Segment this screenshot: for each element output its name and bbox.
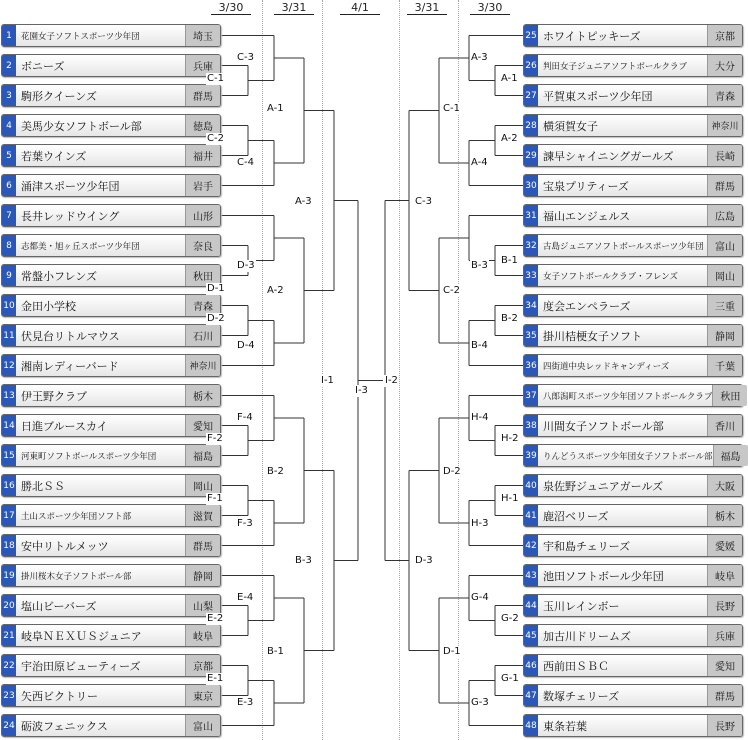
prefecture: 岩手: [185, 175, 220, 196]
prefecture: 群馬: [185, 535, 220, 556]
team-entry: [1, 594, 221, 617]
team-name: 日進ブルースカイ: [21, 419, 108, 433]
match-label: G-1: [501, 673, 519, 684]
prefecture: 福島: [185, 445, 220, 466]
team-name: 女子ソフトボールクラブ・フレンズ: [543, 271, 678, 282]
team-entry: [1, 114, 221, 137]
seed-number: 28: [524, 115, 538, 136]
team-entry: [1, 714, 221, 737]
match-label: B-3: [471, 260, 488, 271]
prefecture: 長野: [707, 715, 742, 736]
seed-number: 35: [524, 325, 538, 346]
seed-number: 24: [2, 715, 16, 736]
seed-number: 22: [2, 655, 16, 676]
match-label: D-2: [207, 313, 225, 324]
seed-number: 41: [524, 505, 538, 526]
seed-number: 8: [2, 235, 16, 256]
team-entry: [523, 234, 743, 257]
seed-number: 42: [524, 535, 538, 556]
team-entry: [523, 654, 743, 677]
seed-number: 13: [2, 385, 16, 406]
seed-number: 40: [524, 475, 538, 496]
team-name: 四街道中央レッドキャンディーズ: [543, 361, 670, 372]
date-right-round1: 3/30: [470, 2, 510, 15]
team-entry: [1, 654, 221, 677]
date-right-round2: 3/31: [407, 2, 447, 15]
seed-number: 47: [524, 685, 538, 706]
team-entry: [523, 624, 743, 647]
seed-number: 29: [524, 145, 538, 166]
match-label: D-1: [207, 283, 225, 294]
team-entry: [523, 84, 743, 107]
team-name: 度会エンペラーズ: [543, 299, 631, 313]
match-label: C-4: [237, 157, 254, 168]
seed-number: 12: [2, 355, 16, 376]
team-entry: [1, 84, 221, 107]
team-entry: [523, 594, 743, 617]
team-name: 駒形クイーンズ: [21, 89, 97, 103]
team-name: 長井レッドウイング: [21, 209, 120, 223]
match-label: G-2: [501, 613, 519, 624]
seed-number: 45: [524, 625, 538, 646]
match-label: D-2: [443, 466, 461, 477]
team-entry: [1, 474, 221, 497]
seed-number: 11: [2, 325, 16, 346]
match-label: C-2: [443, 285, 460, 296]
team-entry: [1, 564, 221, 587]
prefecture: 福井: [185, 145, 220, 166]
team-entry: [1, 144, 221, 167]
prefecture: 滋賀: [185, 505, 220, 526]
match-label: A-2: [501, 133, 518, 144]
team-entry: [1, 504, 221, 527]
seed-number: 20: [2, 595, 16, 616]
prefecture: 秋田: [185, 265, 220, 286]
prefecture: 千葉: [707, 355, 742, 376]
team-entry: [523, 204, 743, 227]
seed-number: 31: [524, 205, 538, 226]
team-name: 河東町ソフトボールスポーツ少年団: [21, 451, 157, 462]
prefecture: 徳島: [185, 115, 220, 136]
prefecture: 愛媛: [707, 535, 742, 556]
prefecture: 秋田: [712, 385, 747, 406]
team-name: 湘南レディーバード: [21, 359, 119, 373]
prefecture: 富山: [707, 235, 742, 256]
team-name: 川間女子ソフトボール部: [543, 419, 664, 433]
prefecture: 青森: [707, 85, 742, 106]
match-label: E-3: [237, 697, 254, 708]
team-entry: [523, 564, 743, 587]
team-entry: [523, 474, 743, 497]
match-label: B-1: [501, 255, 518, 266]
prefecture: 兵庫: [707, 625, 742, 646]
prefecture: 京都: [707, 25, 742, 46]
team-name: 諫早シャイニングガールズ: [543, 149, 674, 163]
seed-number: 3: [2, 85, 16, 106]
prefecture: 神奈川: [185, 355, 220, 376]
match-label: E-2: [207, 613, 224, 624]
prefecture: 群馬: [707, 175, 742, 196]
team-name: 数塚チェリーズ: [543, 689, 620, 703]
match-label: A-1: [501, 73, 518, 84]
match-label: F-2: [207, 433, 223, 444]
match-label: H-4: [471, 412, 489, 423]
team-entry: [523, 384, 743, 407]
match-label: B-2: [267, 466, 284, 477]
team-entry: [1, 234, 221, 257]
match-label: F-1: [207, 493, 223, 504]
team-entry: [1, 54, 221, 77]
match-label: A-3: [471, 52, 488, 63]
seed-number: 15: [2, 445, 16, 466]
team-entry: [523, 54, 743, 77]
team-name: 泉佐野ジュニアガールズ: [543, 479, 664, 493]
team-name: 美馬少女ソフトボール部: [21, 119, 142, 133]
match-label: E-4: [237, 592, 254, 603]
prefecture: 兵庫: [185, 55, 220, 76]
match-label: I-3: [355, 385, 368, 396]
seed-number: 17: [2, 505, 16, 526]
team-name: 八郎潟町スポーツ少年団ソフトボールクラブ: [543, 391, 713, 402]
prefecture: 青森: [185, 295, 220, 316]
prefecture: 愛知: [185, 415, 220, 436]
seed-number: 18: [2, 535, 16, 556]
match-label: D-1: [443, 646, 461, 657]
prefecture: 栃木: [185, 385, 220, 406]
team-name: ホワイトピッキーズ: [543, 29, 641, 43]
prefecture: 大阪: [707, 475, 742, 496]
team-name: 宇和島チェリーズ: [543, 539, 631, 553]
match-label: A-2: [267, 285, 284, 296]
team-name: 池田ソフトボール少年団: [543, 569, 664, 583]
match-label: A-3: [295, 196, 312, 207]
match-label: C-3: [237, 52, 254, 63]
team-entry: [523, 714, 743, 737]
prefecture: 広島: [707, 205, 742, 226]
seed-number: 39: [524, 445, 538, 466]
team-entry: [1, 624, 221, 647]
team-entry: [523, 684, 743, 707]
seed-number: 6: [2, 175, 16, 196]
team-entry: [523, 144, 743, 167]
prefecture: 岐阜: [185, 625, 220, 646]
date-left-round1: 3/30: [211, 2, 251, 15]
match-label: D-3: [415, 555, 433, 566]
prefecture: 奈良: [185, 235, 220, 256]
team-entry: [523, 294, 743, 317]
team-name: 掛川桔梗女子ソフト: [543, 329, 642, 343]
team-entry: [1, 444, 221, 467]
match-label: B-3: [295, 555, 312, 566]
match-label: B-4: [471, 340, 488, 351]
team-entry: [523, 24, 743, 47]
seed-number: 1: [2, 25, 16, 46]
match-label: C-3: [415, 196, 432, 207]
team-name: 判田女子ジュニアソフトボールクラブ: [543, 61, 687, 72]
seed-number: 19: [2, 565, 16, 586]
prefecture: 石川: [185, 325, 220, 346]
team-name: りんどうスポーツ少年団女子ソフトボール部: [543, 451, 713, 462]
team-name: 砺波フェニックス: [21, 719, 108, 733]
seed-number: 48: [524, 715, 538, 736]
seed-number: 34: [524, 295, 538, 316]
seed-number: 14: [2, 415, 16, 436]
seed-number: 7: [2, 205, 16, 226]
team-entry: [523, 534, 743, 557]
team-entry: [1, 534, 221, 557]
match-label: A-4: [471, 157, 488, 168]
team-entry: [1, 324, 221, 347]
team-entry: [523, 174, 743, 197]
team-name: 涌津スポーツ少年団: [21, 179, 120, 193]
team-name: 土山スポーツ少年団ソフト部: [21, 511, 132, 522]
team-name: 平賀東スポーツ少年団: [543, 89, 653, 103]
prefecture: 福島: [713, 445, 748, 466]
team-entry: [1, 174, 221, 197]
seed-number: 21: [2, 625, 16, 646]
prefecture: 岡山: [185, 475, 220, 496]
seed-number: 36: [524, 355, 538, 376]
team-entry: [1, 204, 221, 227]
team-name: 金田小学校: [21, 299, 76, 313]
prefecture: 群馬: [185, 85, 220, 106]
match-label: H-1: [501, 493, 519, 504]
team-entry: [1, 24, 221, 47]
seed-number: 38: [524, 415, 538, 436]
seed-number: 5: [2, 145, 16, 166]
seed-number: 25: [524, 25, 538, 46]
seed-number: 16: [2, 475, 16, 496]
team-entry: [1, 684, 221, 707]
team-name: 塩山ビーバーズ: [21, 599, 97, 613]
team-name: 矢西ビクトリー: [21, 689, 98, 703]
prefecture: 岐阜: [707, 565, 742, 586]
team-name: 玉川レインボー: [543, 599, 620, 613]
team-name: 古島ジュニアソフトボールスポーツ少年団: [543, 241, 704, 252]
date-final: 4/1: [340, 2, 380, 15]
seed-number: 32: [524, 235, 538, 256]
team-name: 加古川ドリームズ: [543, 629, 631, 643]
team-name: 勝北ＳＳ: [21, 479, 65, 493]
team-name: 若葉ウインズ: [21, 149, 87, 163]
team-entry: [1, 384, 221, 407]
seed-number: 10: [2, 295, 16, 316]
team-entry: [523, 504, 743, 527]
match-label: D-3: [237, 260, 255, 271]
prefecture: 群馬: [707, 685, 742, 706]
team-name: 花園女子ソフトスポーツ少年団: [21, 31, 140, 42]
team-name: 岐阜ＮＥＸＵＳジュニア: [21, 629, 142, 643]
seed-number: 4: [2, 115, 16, 136]
seed-number: 46: [524, 655, 538, 676]
team-name: 掛川桜木女子ソフトボール部: [21, 571, 132, 582]
team-entry: [523, 264, 743, 287]
prefecture: 三重: [707, 295, 742, 316]
prefecture: 埼玉: [185, 25, 220, 46]
team-entry: [1, 354, 221, 377]
team-name: 常盤小フレンズ: [21, 269, 97, 283]
team-name: 伊王野クラブ: [21, 389, 87, 403]
match-label: H-3: [471, 518, 489, 529]
prefecture: 山梨: [185, 595, 220, 616]
prefecture: 神奈川: [707, 115, 742, 136]
match-label: C-1: [443, 103, 460, 114]
team-entry: [523, 414, 743, 437]
prefecture: 静岡: [707, 325, 742, 346]
team-name: 安中リトルメッツ: [21, 539, 109, 553]
seed-number: 23: [2, 685, 16, 706]
seed-number: 26: [524, 55, 538, 76]
match-label: A-1: [267, 103, 284, 114]
team-name: 伏見台リトルマウス: [21, 329, 120, 343]
match-label: F-3: [237, 518, 253, 529]
prefecture: 富山: [185, 715, 220, 736]
team-entry: [1, 294, 221, 317]
team-name: 東条若葉: [543, 719, 587, 733]
match-label: I-2: [385, 375, 398, 386]
prefecture: 愛知: [707, 655, 742, 676]
seed-number: 44: [524, 595, 538, 616]
team-entry: [523, 324, 743, 347]
prefecture: 静岡: [185, 565, 220, 586]
match-label: G-3: [471, 697, 489, 708]
seed-number: 2: [2, 55, 16, 76]
prefecture: 香川: [707, 415, 742, 436]
team-name: 志都美・旭ヶ丘スポーツ少年団: [21, 241, 140, 252]
team-entry: [1, 414, 221, 437]
prefecture: 京都: [185, 655, 220, 676]
team-name: 横須賀女子: [543, 119, 598, 133]
team-name: 鹿沼ベリーズ: [543, 509, 609, 523]
match-label: I-1: [321, 375, 334, 386]
prefecture: 岡山: [707, 265, 742, 286]
team-name: 宇治田原ビューティーズ: [21, 659, 141, 673]
prefecture: 長崎: [707, 145, 742, 166]
prefecture: 東京: [185, 685, 220, 706]
prefecture: 栃木: [707, 505, 742, 526]
team-name: 宝泉プリティーズ: [543, 179, 629, 193]
match-label: G-4: [471, 592, 489, 603]
seed-number: 9: [2, 265, 16, 286]
prefecture: 山形: [185, 205, 220, 226]
seed-number: 43: [524, 565, 538, 586]
team-name: 福山エンジェルス: [543, 209, 631, 223]
match-label: D-4: [237, 340, 255, 351]
seed-number: 30: [524, 175, 538, 196]
match-label: C-1: [207, 73, 224, 84]
match-label: E-1: [207, 673, 224, 684]
team-entry: [523, 354, 743, 377]
match-label: F-4: [237, 412, 253, 423]
match-label: H-2: [501, 433, 519, 444]
match-label: B-2: [501, 313, 518, 324]
seed-number: 33: [524, 265, 538, 286]
match-label: C-2: [207, 133, 224, 144]
seed-number: 37: [524, 385, 538, 406]
match-label: B-1: [267, 646, 284, 657]
seed-number: 27: [524, 85, 538, 106]
team-name: ボニーズ: [21, 59, 65, 73]
prefecture: 大分: [707, 55, 742, 76]
team-entry: [523, 444, 743, 467]
team-name: 西前田ＳＢＣ: [543, 659, 609, 673]
prefecture: 長野: [707, 595, 742, 616]
team-entry: [1, 264, 221, 287]
date-left-round2: 3/31: [274, 2, 314, 15]
team-entry: [523, 114, 743, 137]
